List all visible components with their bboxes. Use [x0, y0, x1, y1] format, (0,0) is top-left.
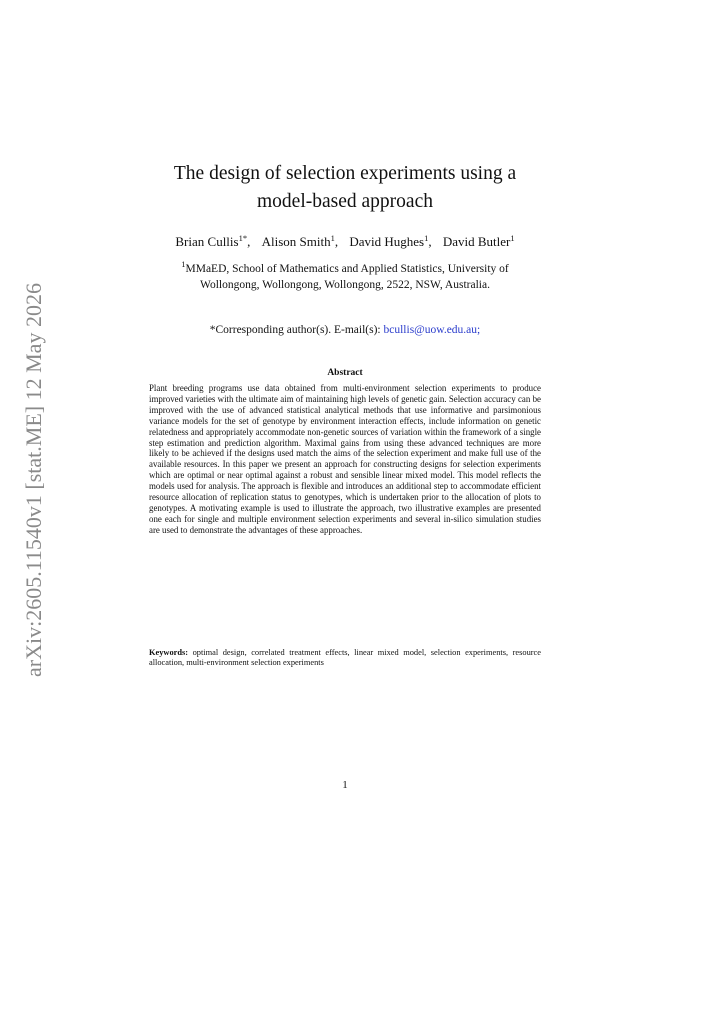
author-list: [130, 233, 560, 251]
keywords-text: optimal design, correlated treatment effects, linear mixed model, selection experiments, resource allocation, multi-environment selection experiments: [149, 648, 541, 668]
affiliation: [130, 261, 560, 293]
keywords: [149, 648, 541, 669]
abstract-text: Plant breeding programs use data obtained from multi-environment selection experiments to produce improved varieties with the ultimate aim of maintaining high levels of genetic gain. Selection accuracy can be improved with the use of advanced statistical analytical methods that use informative and parsimonious variance models for the set of genotype by environment interaction effects, include information on genetic relatedness and appropriately accommodate non-genetic sources of variation within the framework of a single step estimation and prediction algorithm. Maximal gains from using these advanced techniques are more likely to be achieved if the designs used match the aims of the selection experiment and make full use of the available resources. In this paper we present an approach for constructing designs for selection experiments which are optimal or near optimal against a robust and sensible linear mixed model. This model reflects the models used for analysis. The approach is flexible and introduces an additional step to accommodate efficient resource allocation of replication status to genotypes, which is undertaken prior to the allocation of plots to genotypes. A motivating example is used to illustrate the approach, two illustrative examples are presented one each for single and multiple environment selection experiments and several in-silico simulation studies are used to demonstrate the advantages of these approaches.: [149, 383, 541, 535]
author: [175, 234, 250, 249]
corresponding-label: *Corresponding author(s). E-mail(s):: [209, 324, 384, 336]
title-line-2: model-based approach: [257, 191, 433, 212]
author-name: Alison Smith: [261, 234, 331, 249]
author-name: Brian Cullis: [175, 234, 239, 249]
email-link[interactable]: bcullis@uow.edu.au: [383, 324, 478, 336]
corresponding-author: [130, 322, 560, 338]
keywords-label: Keywords:: [149, 648, 189, 657]
author-separator: ,: [428, 234, 432, 249]
abstract-heading: Abstract: [327, 368, 363, 378]
author-name: David Butler: [442, 234, 511, 249]
arxiv-identifier: arXiv:2605.11540v1 [stat.ME] 12 May 2026: [21, 283, 46, 677]
affiliation-line-2: Wollongong, Wollongong, Wollongong, 2522, NSW, Australia.: [200, 279, 490, 291]
author-affiliation-mark: 1: [330, 233, 335, 243]
author-affiliation-mark: 1*: [238, 233, 248, 243]
author: [262, 234, 339, 249]
affiliation-line-1: [130, 261, 560, 277]
affiliation-mark: 1: [181, 259, 186, 269]
email-trail: ;: [477, 324, 481, 336]
title-line-1: The design of selection experiments using a: [173, 163, 517, 184]
author: [443, 234, 515, 249]
paper-title: [145, 160, 545, 216]
author-separator: ,: [334, 234, 339, 249]
author: [349, 234, 431, 249]
affiliation-text: MMaED, School of Mathematics and Applied Statistics, University of: [185, 263, 509, 275]
author-affiliation-mark: 1: [510, 233, 515, 243]
page-number: 1: [342, 779, 348, 791]
author-name: David Hughes: [349, 234, 425, 249]
author-separator: ,: [247, 234, 251, 249]
author-affiliation-mark: 1: [424, 233, 429, 243]
